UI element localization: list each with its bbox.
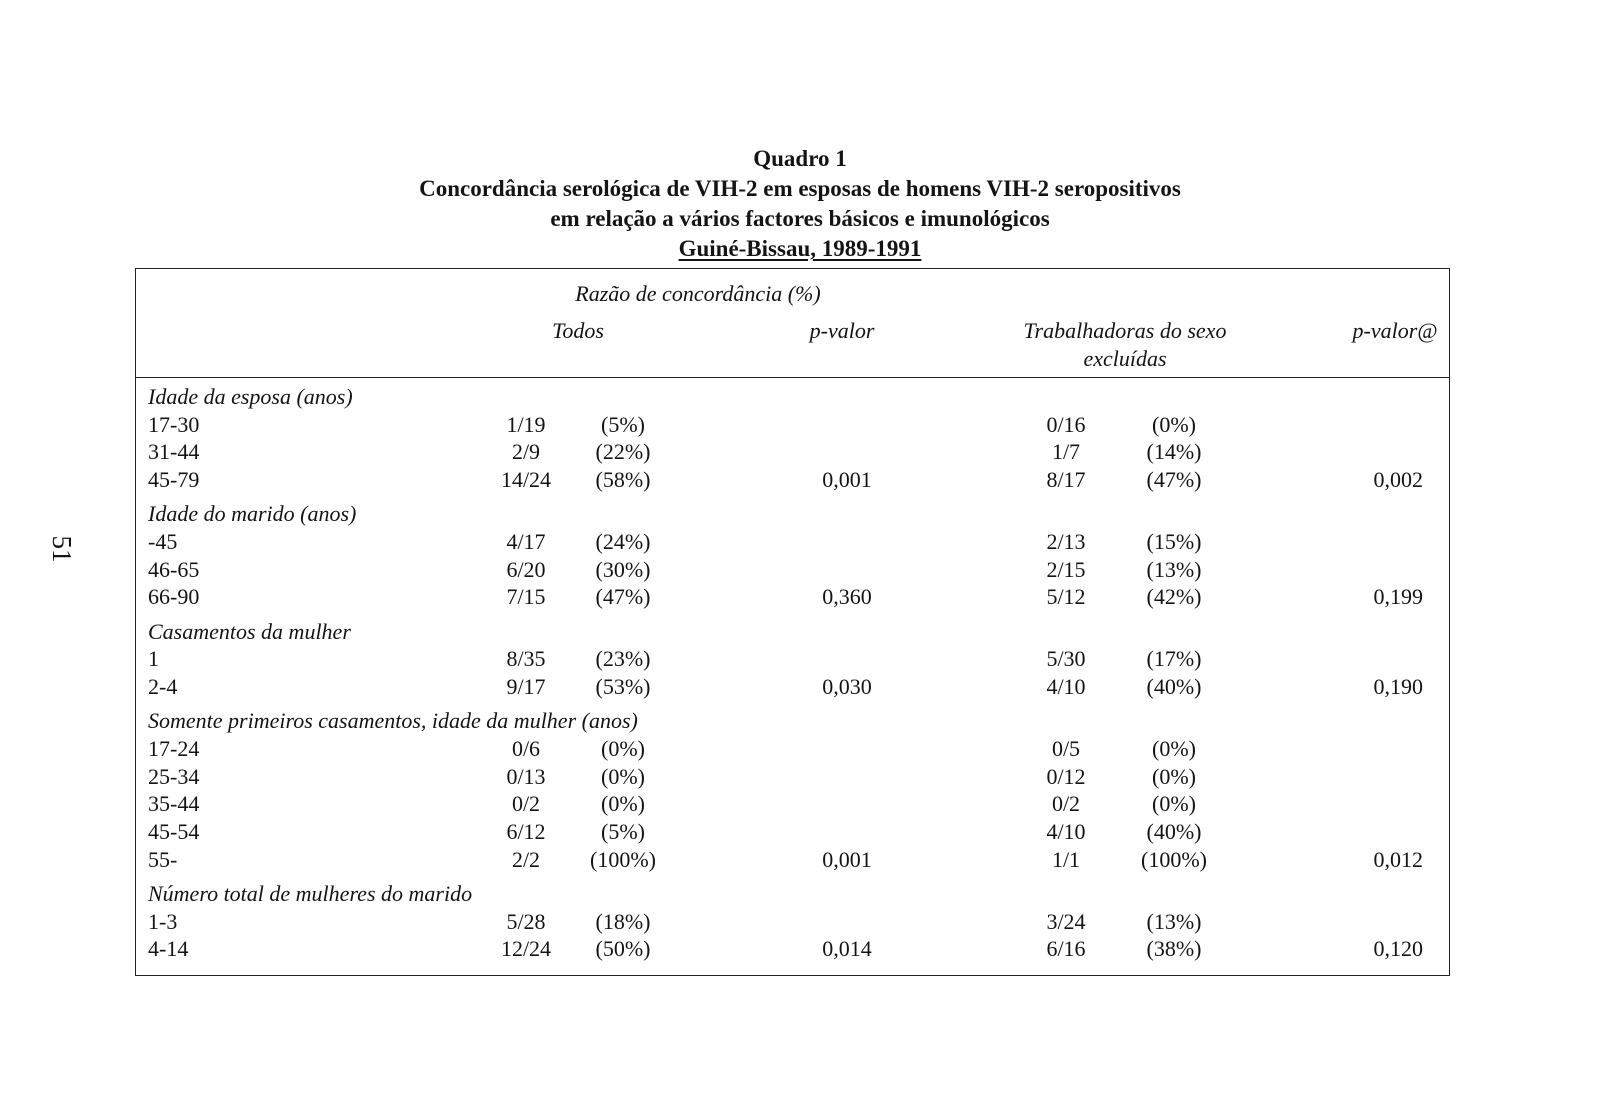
row-label: 25-34 bbox=[148, 763, 200, 789]
todos-ratio: 0/13 bbox=[506, 763, 546, 789]
excluidas-percent: (0%) bbox=[1152, 411, 1196, 437]
todos-ratio: 2/9 bbox=[511, 439, 541, 465]
header-todos: Todos bbox=[552, 318, 604, 343]
row-label: 17-24 bbox=[148, 735, 200, 761]
excluidas-percent: (47%) bbox=[1146, 467, 1202, 493]
excluidas-ratio: 0/2 bbox=[1051, 791, 1081, 817]
todos-ratio: 14/24 bbox=[500, 467, 552, 493]
section-title: Idade do marido (anos) bbox=[148, 501, 357, 527]
row-label: 31-44 bbox=[148, 439, 200, 465]
excluidas-ratio: 4/10 bbox=[1046, 674, 1086, 699]
todos-percent: (30%) bbox=[595, 556, 651, 582]
header-p-valor-at: p-valor@ bbox=[1352, 318, 1438, 343]
todos-ratio: 0/2 bbox=[511, 791, 541, 817]
excluidas-percent: (38%) bbox=[1146, 936, 1202, 962]
title-line-3: em relação a vários factores básicos e imunológicos bbox=[550, 206, 1050, 231]
row-label: 55- bbox=[148, 846, 178, 872]
todos-percent: (5%) bbox=[601, 819, 645, 844]
row-label: 4-14 bbox=[148, 936, 189, 962]
section-title: Somente primeiros casamentos, idade da mulher (anos) bbox=[148, 708, 638, 734]
page-number: 51 bbox=[47, 535, 77, 563]
todos-percent: (58%) bbox=[595, 467, 651, 493]
section-title: Casamentos da mulher bbox=[148, 618, 351, 644]
excluidas-percent: (15%) bbox=[1146, 529, 1202, 554]
excluidas-ratio: 1/1 bbox=[1051, 846, 1081, 872]
todos-ratio: 5/28 bbox=[506, 908, 546, 934]
excluidas-ratio: 0/5 bbox=[1051, 735, 1081, 761]
row-label: -45 bbox=[148, 529, 178, 554]
excluidas-percent: (0%) bbox=[1152, 763, 1196, 789]
header-p-valor: p-valor bbox=[809, 318, 875, 343]
row-label: 46-65 bbox=[148, 556, 200, 582]
todos-ratio: 1/19 bbox=[506, 411, 546, 437]
excluidas-percent: (40%) bbox=[1146, 674, 1202, 699]
todos-percent: (5%) bbox=[601, 411, 645, 437]
row-label: 1-3 bbox=[148, 908, 178, 934]
todos-ratio: 9/17 bbox=[506, 674, 546, 699]
todos-ratio: 7/15 bbox=[506, 584, 546, 610]
todos-ratio: 8/35 bbox=[506, 646, 546, 672]
todos-percent: (100%) bbox=[590, 846, 656, 872]
excluidas-percent: (14%) bbox=[1146, 439, 1202, 465]
header-divider bbox=[135, 377, 1450, 378]
excluidas-ratio: 8/17 bbox=[1046, 467, 1086, 493]
todos-ratio: 4/17 bbox=[506, 529, 546, 554]
todos-ratio: 12/24 bbox=[500, 936, 552, 962]
todos-percent: (50%) bbox=[595, 936, 651, 962]
todos-percent: (0%) bbox=[601, 763, 645, 789]
excluidas-ratio: 3/24 bbox=[1046, 908, 1086, 934]
excluidas-ratio: 5/12 bbox=[1046, 584, 1086, 610]
row-label: 66-90 bbox=[148, 584, 200, 610]
todos-ratio: 0/6 bbox=[511, 735, 541, 761]
section-title: Idade da esposa (anos) bbox=[148, 384, 353, 409]
header-trabalhadoras: Trabalhadoras do sexo bbox=[1023, 318, 1227, 343]
excluidas-percent: (0%) bbox=[1152, 791, 1196, 817]
p-valor-at-value: 0,199 bbox=[1373, 584, 1423, 610]
excluidas-ratio: 6/16 bbox=[1046, 936, 1086, 962]
excluidas-percent: (17%) bbox=[1146, 646, 1202, 672]
todos-percent: (53%) bbox=[595, 674, 651, 699]
excluidas-percent: (100%) bbox=[1141, 846, 1207, 872]
section-title: Número total de mulheres do marido bbox=[148, 880, 473, 906]
row-label: 45-54 bbox=[148, 819, 200, 844]
p-valor-at-value: 0,120 bbox=[1373, 936, 1423, 962]
excluidas-ratio: 4/10 bbox=[1046, 819, 1086, 844]
row-label: 35-44 bbox=[148, 791, 200, 817]
p-valor-value: 0,001 bbox=[822, 467, 872, 493]
title-line-1: Quadro 1 bbox=[753, 146, 847, 171]
todos-percent: (22%) bbox=[595, 439, 651, 465]
title-line-2: Concordância serológica de VIH-2 em esposas de homens VIH-2 seropositivos bbox=[419, 176, 1181, 201]
todos-percent: (0%) bbox=[601, 735, 645, 761]
row-label: 45-79 bbox=[148, 467, 200, 493]
todos-ratio: 6/12 bbox=[506, 819, 546, 844]
p-valor-value: 0,001 bbox=[822, 846, 872, 872]
p-valor-value: 0,030 bbox=[822, 674, 872, 699]
header-excluidas: excluídas bbox=[1083, 346, 1167, 371]
excluidas-percent: (40%) bbox=[1146, 819, 1202, 844]
excluidas-percent: (13%) bbox=[1146, 556, 1202, 582]
todos-percent: (23%) bbox=[595, 646, 651, 672]
excluidas-ratio: 5/30 bbox=[1046, 646, 1086, 672]
excluidas-ratio: 1/7 bbox=[1051, 439, 1081, 465]
todos-ratio: 6/20 bbox=[506, 556, 546, 582]
todos-percent: (24%) bbox=[595, 529, 651, 554]
title-line-4: Guiné-Bissau, 1989-1991 bbox=[678, 236, 922, 261]
p-valor-value: 0,014 bbox=[822, 936, 872, 962]
excluidas-percent: (0%) bbox=[1152, 735, 1196, 761]
excluidas-ratio: 0/12 bbox=[1046, 763, 1086, 789]
p-valor-at-value: 0,002 bbox=[1373, 467, 1423, 493]
excluidas-ratio: 0/16 bbox=[1046, 411, 1086, 437]
excluidas-ratio: 2/13 bbox=[1046, 529, 1086, 554]
excluidas-ratio: 2/15 bbox=[1046, 556, 1086, 582]
row-label: 2-4 bbox=[148, 674, 178, 699]
row-label: 17-30 bbox=[148, 411, 200, 437]
table-title bbox=[300, 144, 1300, 264]
p-valor-value: 0,360 bbox=[822, 584, 872, 610]
p-valor-at-value: 0,190 bbox=[1373, 674, 1423, 699]
header-ratio-label: Razão de concordância (%) bbox=[575, 281, 821, 306]
excluidas-percent: (42%) bbox=[1146, 584, 1202, 610]
row-label: 1 bbox=[148, 646, 159, 672]
todos-ratio: 2/2 bbox=[511, 846, 541, 872]
todos-percent: (47%) bbox=[595, 584, 651, 610]
p-valor-at-value: 0,012 bbox=[1373, 846, 1423, 872]
todos-percent: (18%) bbox=[595, 908, 651, 934]
todos-percent: (0%) bbox=[601, 791, 645, 817]
excluidas-percent: (13%) bbox=[1146, 908, 1202, 934]
